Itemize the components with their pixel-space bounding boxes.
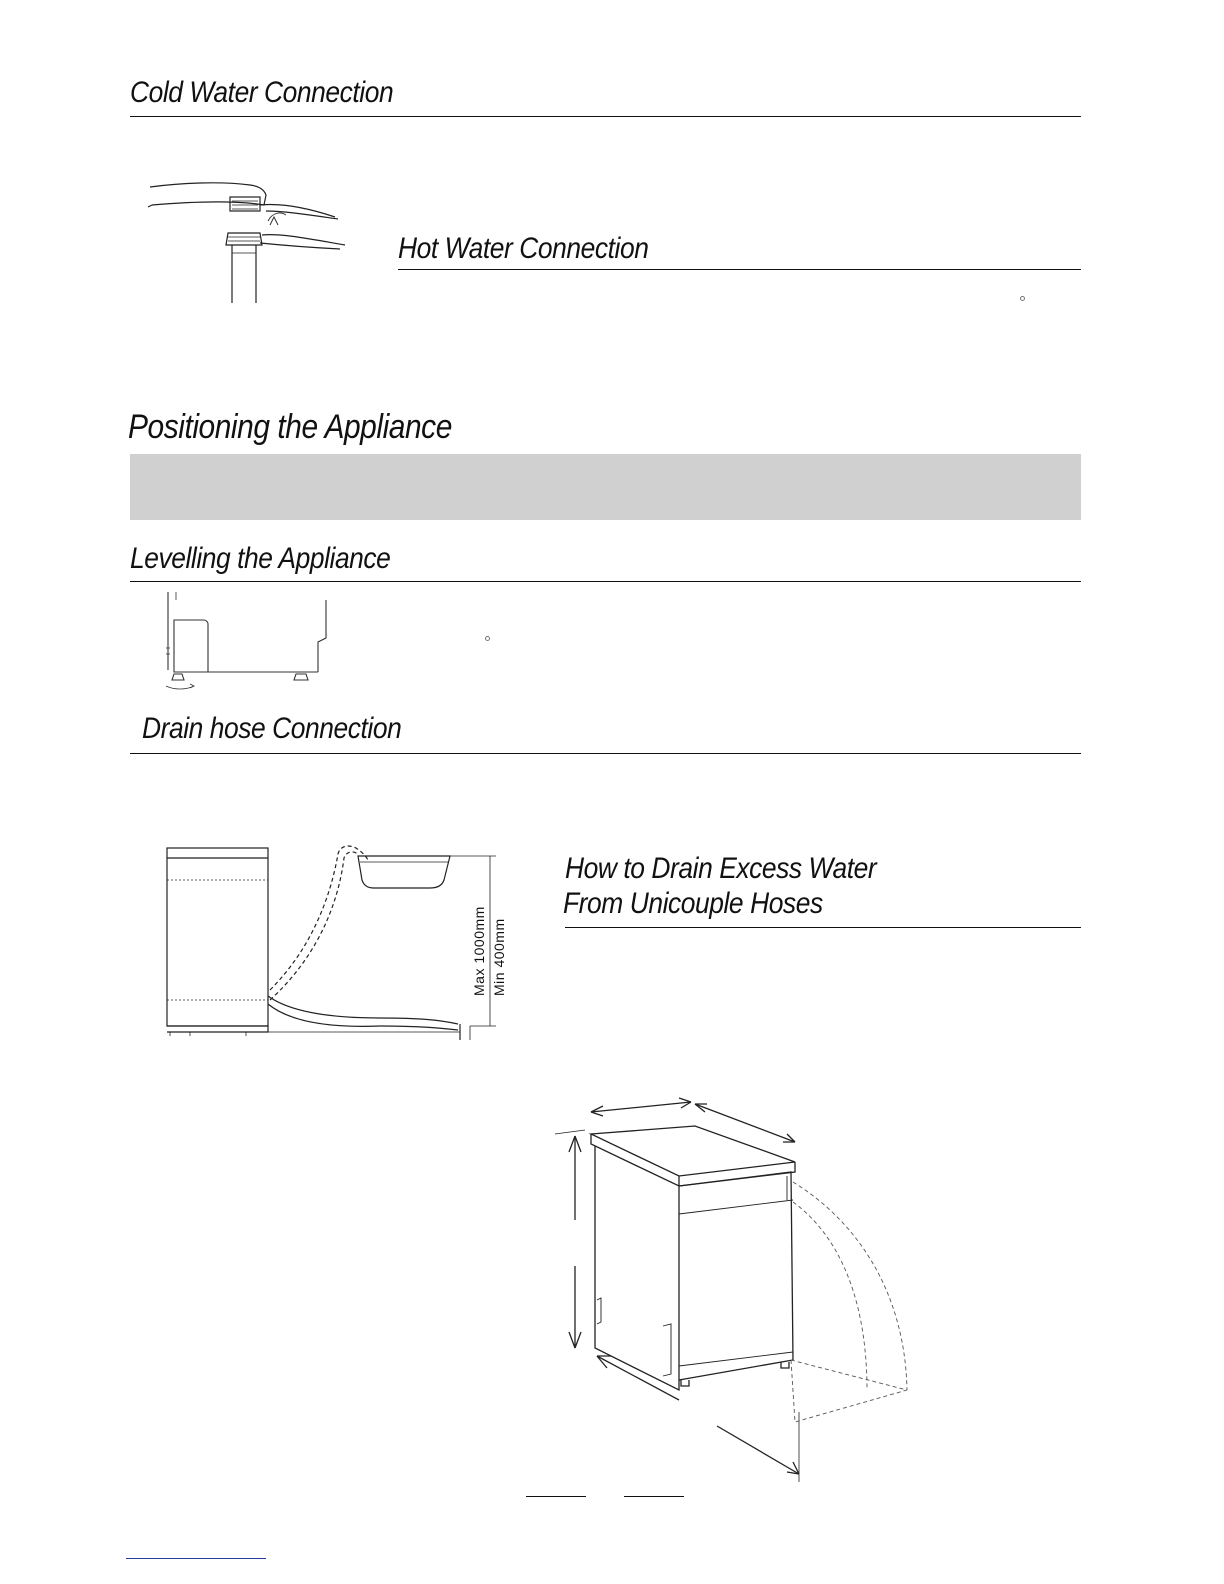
footer-link-underline [126, 1558, 266, 1559]
levelling-illustration [160, 590, 335, 700]
positioning-heading: Positioning the Appliance [128, 408, 452, 446]
cold-water-heading: Cold Water Connection [130, 76, 394, 109]
drain-excess-heading-line2: From Unicouple Hoses [563, 887, 823, 920]
cold-water-rule [130, 116, 1081, 117]
max-height-label: Max 1000mm [471, 906, 487, 996]
hot-water-rule [398, 269, 1081, 270]
drain-excess-rule [565, 927, 1081, 928]
positioning-note-box [130, 454, 1081, 520]
bottom-short-rule-right [624, 1496, 684, 1497]
bottom-short-rule-left [526, 1496, 586, 1497]
tap-illustration [140, 175, 355, 305]
drain-hose-heading: Drain hose Connection [142, 712, 402, 745]
levelling-rule [130, 581, 1081, 582]
drain-hose-rule [130, 753, 1081, 754]
appliance-dimension-diagram [555, 1090, 915, 1490]
drain-excess-heading-line1: How to Drain Excess Water [565, 852, 877, 885]
levelling-heading: Levelling the Appliance [130, 542, 391, 575]
min-height-label: Min 400mm [491, 918, 507, 996]
stray-mark-2 [485, 636, 490, 641]
drain-hose-diagram [160, 840, 510, 1045]
hot-water-heading: Hot Water Connection [398, 232, 649, 265]
stray-mark [1020, 296, 1025, 301]
